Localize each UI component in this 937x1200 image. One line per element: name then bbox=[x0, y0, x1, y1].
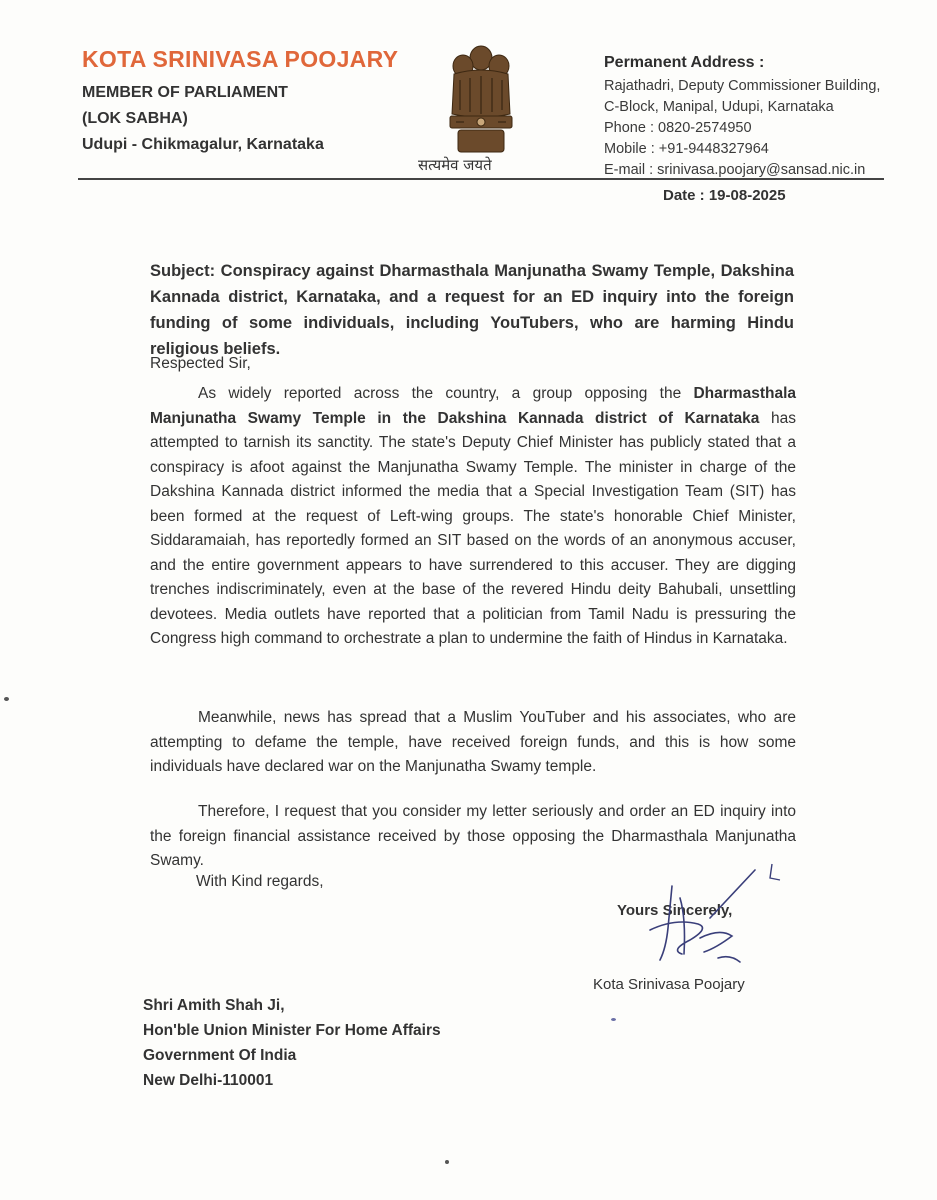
body-paragraph-1 bbox=[150, 382, 796, 652]
constituency: Udupi - Chikmagalur, Karnataka bbox=[82, 136, 324, 153]
yours-sincerely: Yours Sincerely, bbox=[617, 902, 733, 919]
addressee-line: New Delhi-110001 bbox=[143, 1072, 274, 1089]
addressee-line: Shri Amith Shah Ji, bbox=[143, 997, 285, 1014]
letter-subject: Subject: Conspiracy against Dharmasthala Manjunatha Swamy Temple, Dakshina Kannada district, Karnataka, and a request for an ED inquiry into the foreign funding of some individuals, including YouTubers, who are harming Hindu religious beliefs. bbox=[150, 262, 794, 358]
p1-text: As widely reported across the country, a group opposing the bbox=[198, 385, 694, 402]
p1-bold-text: Dharmasthala Manjunatha Swamy Temple in the Dakshina Kannada district of Karnataka bbox=[150, 385, 796, 427]
email-line: E-mail : srinivasa.poojary@sansad.nic.in bbox=[604, 162, 866, 178]
address-line: C-Block, Manipal, Udupi, Karnataka bbox=[604, 99, 834, 115]
closing-line: With Kind regards, bbox=[196, 873, 324, 890]
phone-line: Phone : 0820-2574950 bbox=[604, 120, 752, 136]
p1-text-cont: has attempted to tarnish its sanctity. The state's Deputy Chief Minister has publicly stated that a conspiracy is afoot against the Manjunatha Swamy Temple. The minister in charge of the Dakshina Kannada district informed the media that a Special Investigation Team (SIT) has been formed at the request of Left-wing groups. The state's honorable Chief Minister, Siddaramaiah, has reportedly formed an SIT based on the words of an anonymous accuser, and the entire government appears to have surrendered to this accuser. They are digging trenches indiscriminately, even at the base of the revered Hindu deity Bahubali, unsettling devotees. Media outlets have reported that a politician from Tamil Nadu is pressuring the Congress high command to orchestrate a plan to undermine the faith of Hindus in Karnataka. bbox=[150, 409, 796, 647]
mp-name: KOTA SRINIVASA POOJARY bbox=[82, 46, 399, 72]
house: (LOK SABHA) bbox=[82, 110, 188, 127]
address-line: Rajathadri, Deputy Commissioner Building, bbox=[604, 78, 881, 94]
signatory-name: Kota Srinivasa Poojary bbox=[593, 976, 745, 993]
emblem-motto: सत्यमेव जयते bbox=[418, 156, 492, 174]
addressee-line: Government Of India bbox=[143, 1047, 297, 1064]
mobile-line: Mobile : +91-9448327964 bbox=[604, 141, 769, 157]
letter-date: Date : 19-08-2025 bbox=[663, 187, 786, 204]
ink-speck bbox=[611, 1018, 616, 1021]
designation: MEMBER OF PARLIAMENT bbox=[82, 84, 288, 101]
header-divider bbox=[78, 178, 884, 180]
address-title: Permanent Address : bbox=[604, 54, 765, 71]
body-paragraph-3: Therefore, I request that you consider my letter seriously and order an ED inquiry into the foreign financial assistance received by those opposing the Dharmasthala Manjunatha Swamy. bbox=[150, 803, 796, 869]
addressee-line: Hon'ble Union Minister For Home Affairs bbox=[143, 1022, 441, 1039]
body-paragraph-2: Meanwhile, news has spread that a Muslim YouTuber and his associates, who are attempting to defame the temple, have received foreign funds, and this is how some individuals have declared war on the Manjunatha Swamy temple. bbox=[150, 709, 796, 775]
salutation: Respected Sir, bbox=[150, 355, 251, 372]
signature-icon bbox=[620, 858, 790, 978]
scan-speck bbox=[445, 1160, 449, 1164]
scan-speck bbox=[4, 697, 9, 701]
